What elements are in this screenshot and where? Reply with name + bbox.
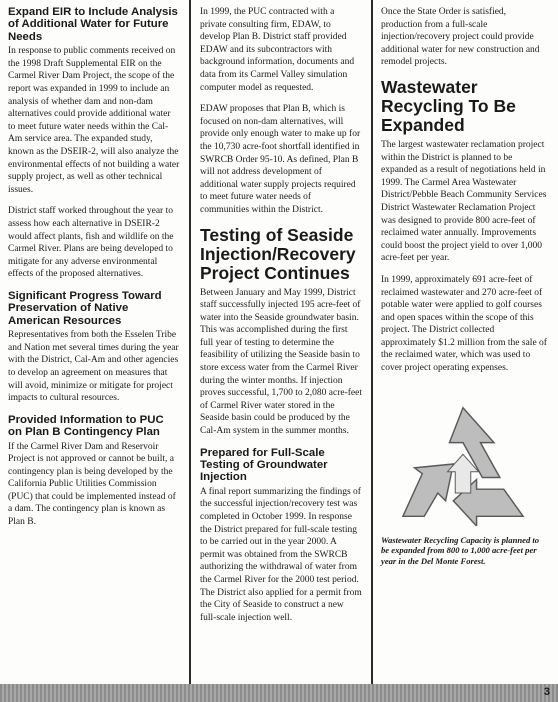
heading-expand-eir: Expand EIR to Include Analysis of Additional Water for Future Needs — [8, 6, 178, 43]
paragraph: A final report summarizing the findings of the successful injection/recovery test was completed in October 1999. In response the District prepared for full-scale testing to be carried out in the year 2000. A permit was obtained from the SWRCB authorizing the withdrawal of water from the Carmel River for the 2000 test period. The District also applied for a permit from the City of Seaside to construct a new full-scale injection well. — [200, 486, 362, 623]
column-divider — [371, 0, 373, 686]
paragraph: Once the State Order is satisfied, production from a full-scale injection/recovery project could provide additional water for new construction and remodel projects. — [381, 7, 540, 68]
paragraph: Between January and May 1999, District staff successfully injected 195 acre-feet of water into the Seaside groundwater basin. This was accomplished during the first full year of testing to determine the feasibility of utilizing the Seaside basin to store excess water from the Carmel River during the winter months. If injection proves successful, 1,700 to 2,080 acre-feet of Carmel River water stored in the Seaside basin could be produced by the Cal-Am system in the summer months. — [200, 287, 362, 437]
paragraph: EDAW proposes that Plan B, which is focused on non-dam alternatives, will provide only enough water to make up for the 10,730 acre-foot shortfall identified in SWRCB Order 95-10. As defined, Plan B will not address development of additional water supply projects required to meet future water needs of communities within the District. — [200, 104, 361, 215]
paragraph: Representatives from both the Esselen Tribe and Nation met several times during the year with the District, Cal-Am and other agencies to develop an agreement on measures that will avoid, minimize or mitigate for project impacts to cultural resources. — [8, 330, 179, 404]
column-divider — [189, 0, 191, 686]
page-number: 3 — [543, 686, 550, 698]
paragraph: District staff worked throughout the year to assess how each alternative in DSEIR-2 would affect plants, fish and wildlife on the Carmel River. Plans are being developed to mitigate for any adverse environmental effects of the proposed alternatives. — [8, 206, 174, 280]
heading-native-american-resources: Significant Progress Toward Preservation of Native American Resources — [8, 289, 162, 327]
recycling-arrows-icon — [395, 400, 531, 526]
heading-full-scale-testing: Prepared for Full-Scale Testing of Groundwater Injection — [200, 446, 328, 484]
paragraph: In response to public comments received on the 1998 Draft Supplemental EIR on the Carmel River Dam Project, the scope of the report was expanded in 1999 to include an analysis of whether dam and non-dam alternatives could provide additional water to meet future water needs within the Cal-Am service area. The expanded study, known as the DSEIR-2, will also analyze the environmental effects of not building a water supply project, as well as other technical issues. — [8, 46, 180, 195]
column-1 — [8, 6, 180, 538]
heading-plan-b: Provided Information to PUC on Plan B Contingency Plan — [8, 413, 164, 439]
footer-bar — [0, 684, 558, 702]
paragraph: The largest wastewater reclamation project within the District is planned to be expanded as a result of negotiations held in 1999. The Carmel Area Wastewater District/Pebble Beach Community Services District Wastewater Reclamation Project was designed to provide 800 acre-feet of reclaimed water annually. Improvements could boost the project yield to over 1,000 acre-feet per year. — [381, 139, 547, 264]
figure-caption: Wastewater Recycling Capacity is planned to be expanded from 800 to 1,000 acre-feet per year in the Del Monte Forest. — [381, 534, 540, 566]
heading-wastewater-recycling: Wastewater Recycling To Be Expanded — [381, 76, 516, 135]
paragraph: In 1999, approximately 691 acre-feet of reclaimed wastewater and 270 acre-feet of potable water were applied to golf courses and open spaces within the scope of this project. The District collected approximately $1.2 million from the sale of the reclaimed water, which was used to cover project operating expenses. — [381, 274, 547, 374]
paragraph: If the Carmel River Dam and Reservoir Project is not approved or cannot be built, a contingency plan is being developed by the California Public Utilities Commission (PUC) that could be implemented instead of a dam. The contingency plan is known as Plan B. — [8, 441, 176, 528]
heading-seaside-injection: Testing of Seaside Injection/Recovery Project Continues — [200, 224, 356, 283]
column-2 — [200, 6, 362, 633]
paragraph: In 1999, the PUC contracted with a private consulting firm, EDAW, to develop Plan B. District staff provided EDAW and its subcontractors with background information, documents and data from its Carmel Valley simulation computer model as requested. — [200, 7, 355, 93]
column-3 — [381, 6, 549, 566]
